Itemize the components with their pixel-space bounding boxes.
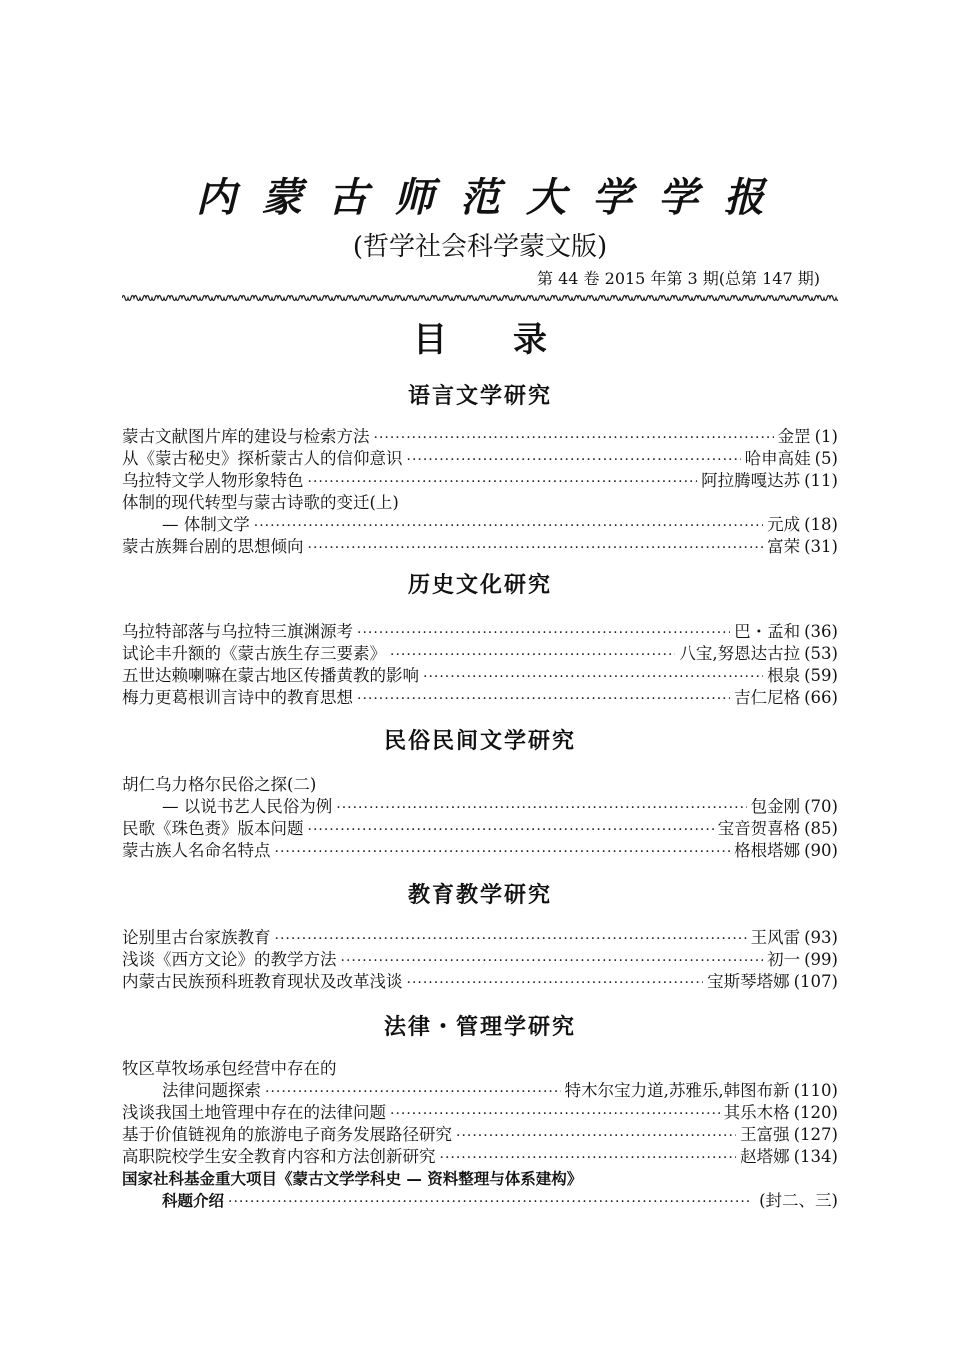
- toc-entry[interactable]: [122, 949, 838, 971]
- entry-author: 哈申高娃: [744, 449, 811, 468]
- entry-page: (5): [814, 449, 838, 468]
- issue-info: 第 44 卷 2015 年第 3 期(总第 147 期): [537, 269, 820, 288]
- section-heading: 民俗民间文学研究: [383, 729, 576, 754]
- toc-entry[interactable]: [122, 621, 838, 643]
- toc-entry[interactable]: [122, 665, 838, 687]
- section-education: [122, 882, 838, 993]
- entry-title-line1: 体制的现代转型与蒙古诗歌的变迁(上): [122, 493, 399, 512]
- entry-author: 其乐木格: [723, 1103, 790, 1122]
- entry-author: 包金刚: [750, 797, 801, 816]
- journal-subtitle: (哲学社会科学蒙文版): [352, 232, 608, 262]
- section-heading: 法律・管理学研究: [383, 1015, 576, 1040]
- entry-page: (90): [804, 841, 838, 860]
- entry-title: 高职院校学生安全教育内容和方法创新研究: [122, 1147, 436, 1166]
- dot-leader: [357, 622, 730, 644]
- toc-entry[interactable]: [122, 1124, 838, 1146]
- toc-entry[interactable]: [122, 643, 838, 665]
- section-heading: 教育教学研究: [407, 883, 552, 908]
- toc-entry-title-line[interactable]: [122, 774, 838, 796]
- dot-leader: [390, 644, 675, 666]
- entry-page: (70): [804, 797, 838, 816]
- toc-entry-title-line[interactable]: [122, 492, 838, 514]
- entry-author: 王富强: [740, 1125, 790, 1144]
- entry-title: 蒙古族人名命名特点: [122, 841, 271, 860]
- toc-entry-title-line[interactable]: [122, 1058, 838, 1080]
- entry-page: (36): [804, 622, 838, 641]
- entry-page: (18): [804, 515, 838, 534]
- entry-title-line1: 胡仁乌力格尔民俗之探(二): [122, 775, 317, 794]
- section-heading: 语言文学研究: [407, 384, 552, 409]
- entry-title: 浅谈我国土地管理中存在的法律问题: [122, 1103, 386, 1122]
- dot-leader: [407, 449, 741, 471]
- entry-page: (134): [793, 1147, 838, 1166]
- entry-page: (11): [804, 471, 838, 490]
- entry-page: (110): [793, 1081, 838, 1100]
- dot-leader: [341, 950, 764, 972]
- toc-entry[interactable]: [122, 470, 838, 492]
- entry-page: (107): [793, 972, 838, 991]
- entry-author: 吉仁尼格: [734, 688, 801, 707]
- entry-page: (85): [804, 819, 838, 838]
- entry-title: 内蒙古民族预科班教育现状及改革浅谈: [122, 972, 403, 991]
- entry-title: 乌拉特部落与乌拉特三旗渊源考: [122, 622, 353, 641]
- entry-page: (99): [804, 950, 838, 969]
- entry-title: 乌拉特文学人物形象特色: [122, 471, 304, 490]
- entry-author: 初一: [767, 950, 801, 969]
- entry-page: (120): [793, 1103, 838, 1122]
- entry-title: 五世达赖喇嘛在蒙古地区传播黄教的影响: [122, 666, 419, 685]
- entry-title: 浅谈《西方文论》的教学方法: [122, 950, 337, 969]
- toc-entry[interactable]: [122, 796, 838, 818]
- toc-entry[interactable]: [122, 818, 838, 840]
- entry-page: (59): [804, 666, 838, 685]
- dot-leader: [308, 819, 714, 841]
- entry-page: (1): [814, 427, 838, 446]
- entry-page: (封二、三): [759, 1191, 838, 1210]
- dot-leader: [275, 928, 747, 950]
- entry-title: — 以说书艺人民俗为例: [162, 797, 333, 816]
- dot-leader: [308, 471, 698, 493]
- entry-author: 元成: [767, 515, 801, 534]
- toc-entry[interactable]: [122, 687, 838, 709]
- entry-title: 蒙古文献图片库的建设与检索方法: [122, 427, 370, 446]
- entry-author: 八宝,努恩达古拉: [679, 644, 801, 663]
- entry-author: 宝音贺喜格: [717, 819, 801, 838]
- toc-entry[interactable]: [122, 448, 838, 470]
- entry-author: 金罡: [777, 427, 811, 446]
- dot-leader: [407, 972, 704, 994]
- dot-leader: [336, 797, 746, 819]
- entry-author: 特木尔宝力道,苏雅乐,韩图布新: [564, 1081, 790, 1100]
- dot-leader: [357, 688, 730, 710]
- toc-entry[interactable]: [122, 426, 838, 448]
- special-entry[interactable]: [122, 1190, 838, 1212]
- entry-title: 试论丰升额的《蒙古族生存三要素》: [122, 644, 386, 663]
- wave-divider: [122, 292, 838, 304]
- special-entry-title-line[interactable]: [122, 1168, 838, 1190]
- dot-leader: [374, 427, 774, 449]
- entry-author: 阿拉腾嘎达苏: [701, 471, 801, 490]
- special-entry-line1: 国家社科基金重大项目《蒙古文学学科史 — 资料整理与体系建构》: [122, 1170, 583, 1188]
- dot-leader: [423, 666, 763, 688]
- entry-page: (66): [804, 688, 838, 707]
- entry-author: 赵塔娜: [740, 1147, 790, 1166]
- toc-entry[interactable]: [122, 971, 838, 993]
- toc-entry[interactable]: [122, 927, 838, 949]
- dot-leader: [228, 1191, 751, 1213]
- dot-leader: [390, 1103, 720, 1125]
- entry-title: 法律问题探索: [162, 1081, 261, 1100]
- entry-title: 基于价值链视角的旅游电子商务发展路径研究: [122, 1125, 452, 1144]
- entry-title-line1: 牧区草牧场承包经营中存在的: [122, 1059, 337, 1078]
- dot-leader: [308, 537, 764, 559]
- toc-entry[interactable]: [122, 1146, 838, 1168]
- dot-leader: [440, 1147, 737, 1169]
- entry-author: 宝斯琴塔娜: [707, 972, 790, 991]
- special-entry-line2: 科题介绍: [162, 1192, 225, 1210]
- entry-author: 王风雷: [750, 928, 801, 947]
- entry-page: (127): [793, 1125, 838, 1144]
- dot-leader: [456, 1125, 736, 1147]
- toc-entry[interactable]: [122, 536, 838, 558]
- section-law-management: [122, 1014, 838, 1212]
- toc-entry[interactable]: [122, 514, 838, 536]
- toc-entry[interactable]: [122, 840, 838, 862]
- entry-page: (53): [804, 644, 838, 663]
- entry-page: (31): [804, 537, 838, 556]
- section-language-literature: [122, 383, 838, 558]
- entry-author: 富荣: [767, 537, 801, 556]
- dot-leader: [275, 841, 731, 863]
- entry-title: 民歌《珠色赉》版本问题: [122, 819, 304, 838]
- entry-title: 从《蒙古秘史》探析蒙古人的信仰意识: [122, 449, 403, 468]
- section-history-culture: [122, 572, 838, 709]
- entry-author: 格根塔娜: [734, 841, 801, 860]
- entry-author: 根泉: [767, 666, 801, 685]
- section-heading: 历史文化研究: [407, 573, 552, 598]
- dot-leader: [265, 1081, 561, 1103]
- entry-title: 论别里古台家族教育: [122, 928, 271, 947]
- entry-page: (93): [804, 928, 838, 947]
- entry-title: 蒙古族舞台剧的思想倾向: [122, 537, 304, 556]
- entry-title: — 体制文学: [162, 515, 250, 534]
- entry-title: 梅力更葛根训言诗中的教育思想: [122, 688, 353, 707]
- toc-entry[interactable]: [122, 1080, 838, 1102]
- journal-title: 内蒙古师范大学学报: [196, 174, 790, 221]
- section-folklore: [122, 728, 838, 862]
- toc-title: 目录: [413, 320, 613, 360]
- dot-leader: [254, 515, 763, 537]
- toc-entry[interactable]: [122, 1102, 838, 1124]
- entry-author: 巴・孟和: [734, 622, 801, 641]
